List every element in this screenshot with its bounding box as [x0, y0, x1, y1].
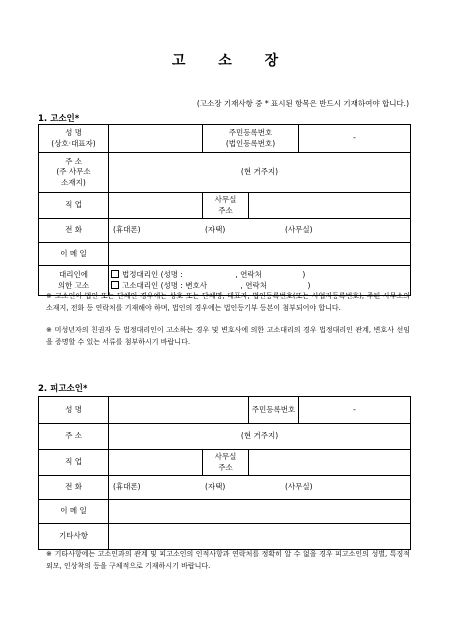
section1-notes: [46, 290, 410, 357]
accused-other-label: 기타사항: [39, 524, 109, 550]
accused-office-field[interactable]: [249, 450, 411, 476]
complainant-job-label: 직 업: [39, 193, 109, 219]
accused-email-field[interactable]: [109, 500, 411, 524]
attorney-agent-option[interactable]: 고소대리인 (성명 : 변호사 , 연락처 ): [111, 281, 408, 291]
complainant-table: [38, 124, 411, 296]
title-char-1: 고: [171, 53, 186, 69]
complainant-email-label: 이 메 일: [39, 243, 109, 266]
title-char-3: 장: [264, 53, 279, 69]
complainant-email-field[interactable]: [109, 243, 411, 266]
title-char-2: 소: [218, 53, 232, 69]
accused-phone-label: 전 화: [39, 476, 109, 500]
accused-address-label: 주 소: [39, 424, 109, 450]
required-fields-note: (고소장 기재사항 중 * 표시된 항목은 반드시 기재하여야 합니다.): [196, 99, 409, 108]
accused-job-field[interactable]: [109, 450, 203, 476]
accused-office-label: 사무실 주소: [203, 450, 249, 476]
attorney-agent-checkbox[interactable]: [111, 281, 119, 289]
accused-regno-label: 주민등록번호: [249, 397, 299, 424]
accused-other-field[interactable]: [109, 524, 411, 550]
legal-agent-checkbox[interactable]: [111, 270, 119, 278]
section2-note: ※ 기타사항에는 고소인과의 관계 및 피고소인의 인적사항과 연락처를 정확히 알 수 없을 경우 피고소인의 성별, 특징적 외모, 인상착의 등을 구체적으로 기재하시기 바랍니다.: [46, 550, 410, 571]
complainant-regno-field[interactable]: -: [299, 125, 411, 153]
complainant-regno-label: 주민등록번호 (법인등록번호): [203, 125, 299, 153]
accused-phone-field[interactable]: (휴대폰) (자택) (사무실): [109, 476, 411, 500]
document-title: [0, 50, 450, 70]
agent-label: 대리인에 의한 고소: [39, 266, 109, 296]
complainant-office-label: 사무실 주소: [203, 193, 249, 219]
section1-title: 1. 고소인*: [38, 114, 80, 124]
section1-note-2: ※ 미성년자의 친권자 등 법정대리인이 고소하는 경우 및 변호사에 의한 고소대리의 경우 법정대리인 관계, 변호사 선임을 증명할 수 있는 서류를 첨부하시기 바랍니다.: [46, 325, 410, 346]
complainant-phone-field[interactable]: (휴대폰) (자택) (사무실): [109, 219, 411, 243]
section2-notes: [46, 548, 410, 582]
complainant-job-field[interactable]: [109, 193, 203, 219]
accused-regno-field[interactable]: -: [299, 397, 411, 424]
section2-title: 2. 피고소인*: [38, 384, 88, 394]
complainant-name-field[interactable]: [109, 125, 203, 153]
complainant-address-field[interactable]: (현 거주지): [109, 153, 411, 193]
section1-note-1: ※ 고소인이 법인 또는 단체인 경우에는 상호 또는 단체명, 대표자, 법인등록번호(또는 사업자등록번호), 주된 사무소의 소재지, 전화 등 연락처를 기재해야 하며, 법인의 경우에는 법인등기부 등본이 첨부되어야 합니다.: [46, 292, 410, 313]
legal-agent-option[interactable]: 법정대리인 (성명 : , 연락처 ): [111, 270, 408, 280]
accused-address-field[interactable]: (현 거주지): [109, 424, 411, 450]
accused-name-label: 성 명: [39, 397, 109, 424]
complainant-name-label: 성 명 (상호·대표자): [39, 125, 109, 153]
accused-job-label: 직 업: [39, 450, 109, 476]
complainant-address-label: 주 소 (주 사무소 소재지): [39, 153, 109, 193]
accused-email-label: 이 메 일: [39, 500, 109, 524]
complainant-phone-label: 전 화: [39, 219, 109, 243]
accused-name-field[interactable]: [109, 397, 249, 424]
complainant-office-field[interactable]: [249, 193, 411, 219]
accused-table: [38, 396, 411, 550]
